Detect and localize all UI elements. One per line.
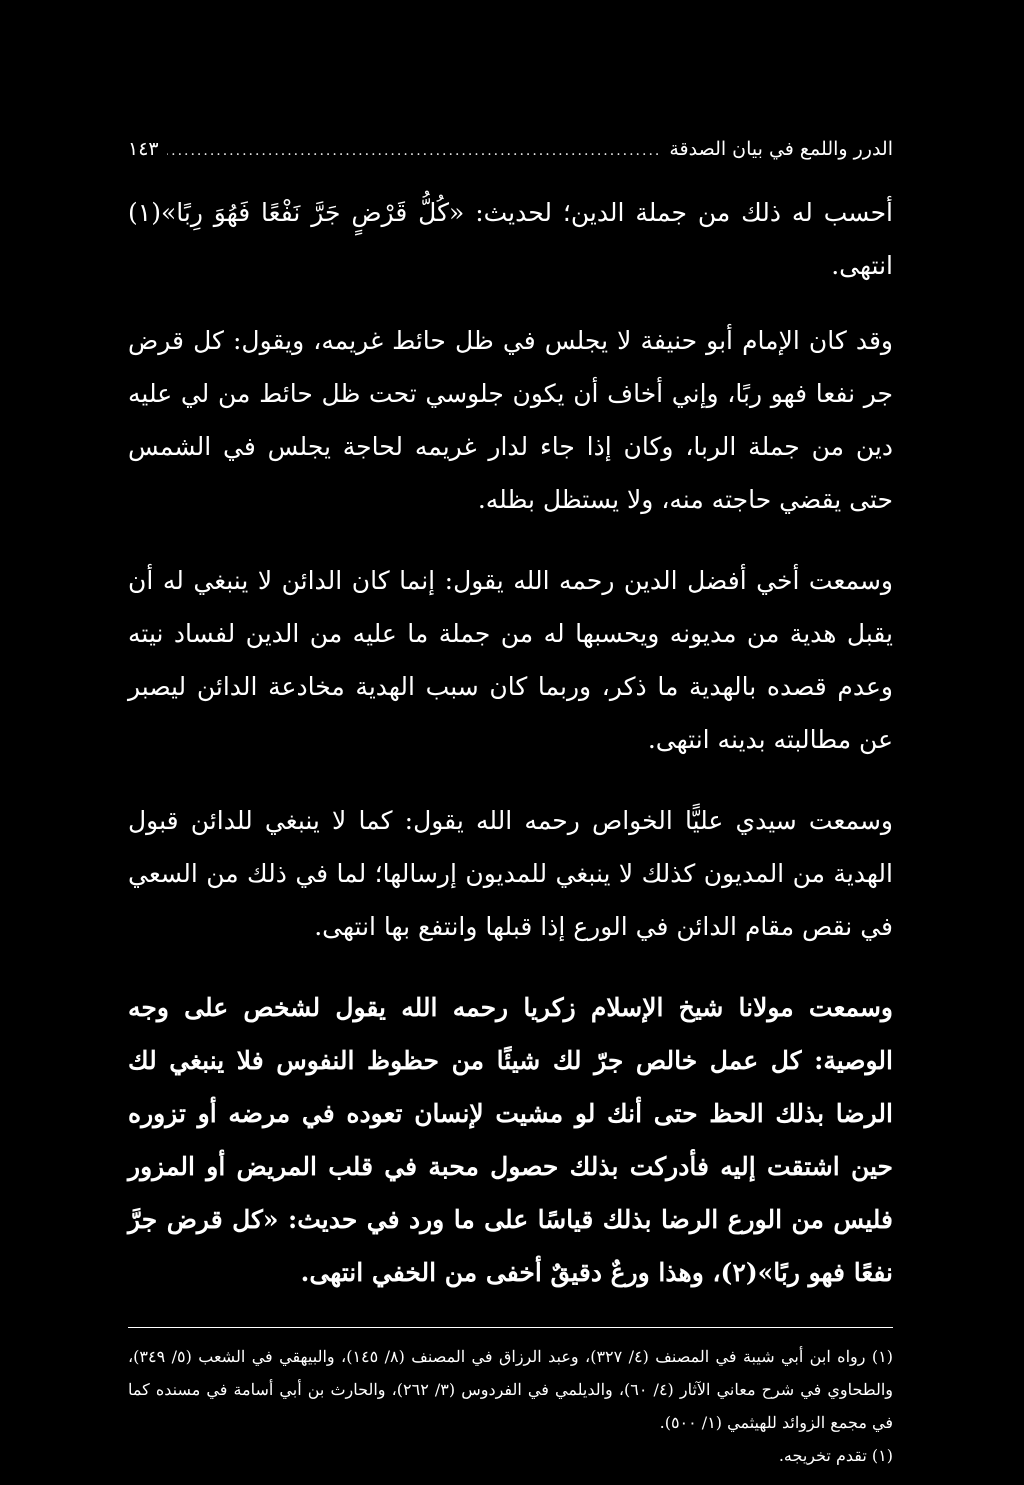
paragraph: وسمعت مولانا شيخ الإسلام زكريا رحمه الله يقول لشخص على وجه الوصية: كل عمل خالص جرّ لك شيئًا من حظوظ النفوس فلا ينبغي لك الرضا بذلك الحظ حتى أنك لو مشيت لإنسان تعوده في مرضه أو تزوره حين اشتقت إليه فأدركت بذلك حصول محبة في قلب المريض أو المزور فليس من الورع الرضا بذلك قياسًا على ما ورد في حديث: «كل قرض جرَّ نفعًا فهو ربًا»(٢)، وهذا ورعٌ دقيقٌ أخفى من الخفي انتهى.	[128, 993, 893, 1287]
footnote: (١) تقدم تخريجه.	[778, 1446, 893, 1465]
header-leader-dots	[167, 143, 662, 159]
paragraph: أحسب له ذلك من جملة الدين؛ لحديث: «كُلُّ قَرْضٍ جَرَّ نَفْعًا فَهُوَ رِبًا»(١) انتهى.	[128, 198, 893, 280]
running-header	[128, 138, 893, 172]
page-number: ١٤٣	[128, 138, 159, 160]
paragraph: وسمعت أخي أفضل الدين رحمه الله يقول: إنما كان الدائن لا ينبغي له أن يقبل هدية من مديونه ويحسبها له من جملة ما عليه من الدين لفساد نيته وعدم قصده بالهدية ما ذكر، وربما كان سبب الهدية مخادعة الدائن ليصبر عن مطالبته بدينه انتهى.	[128, 566, 893, 754]
footnote-divider	[128, 1327, 893, 1328]
header-title: الدرر واللمع في بيان الصدقة	[669, 138, 893, 160]
page-content	[128, 138, 893, 1472]
body-text	[128, 186, 893, 1299]
footnote: (١) رواه ابن أبي شيبة في المصنف (٤/ ٣٢٧)، وعبد الرزاق في المصنف (٨/ ١٤٥)، والبيهقي في الشعب (٥/ ٣٤٩)، والطحاوي في شرح معاني الآثار (٤/ ٦٠)، والديلمي في الفردوس (٣/ ٢٦٢)، والحارث بن أبي أسامة في مسنده كما في مجمع الزوائد للهيثمي (١/ ٥٠٠).	[128, 1347, 893, 1432]
footnotes	[128, 1340, 893, 1472]
paragraph: وقد كان الإمام أبو حنيفة لا يجلس في ظل حائط غريمه، ويقول: كل قرض جر نفعا فهو ربًا، وإني أخاف أن يكون جلوسي تحت ظل حائط من لي عليه دين من جملة الربا، وكان إذا جاء لدار غريمه لحاجة يجلس في الشمس حتى يقضي حاجته منه، ولا يستظل بظله.	[128, 326, 893, 514]
paragraph: وسمعت سيدي عليًّا الخواص رحمه الله يقول: كما لا ينبغي للدائن قبول الهدية من المديون كذلك لا ينبغي للمديون إرسالها؛ لما في ذلك من السعي في نقص مقام الدائن في الورع إذا قبلها وانتفع بها انتهى.	[128, 806, 893, 941]
